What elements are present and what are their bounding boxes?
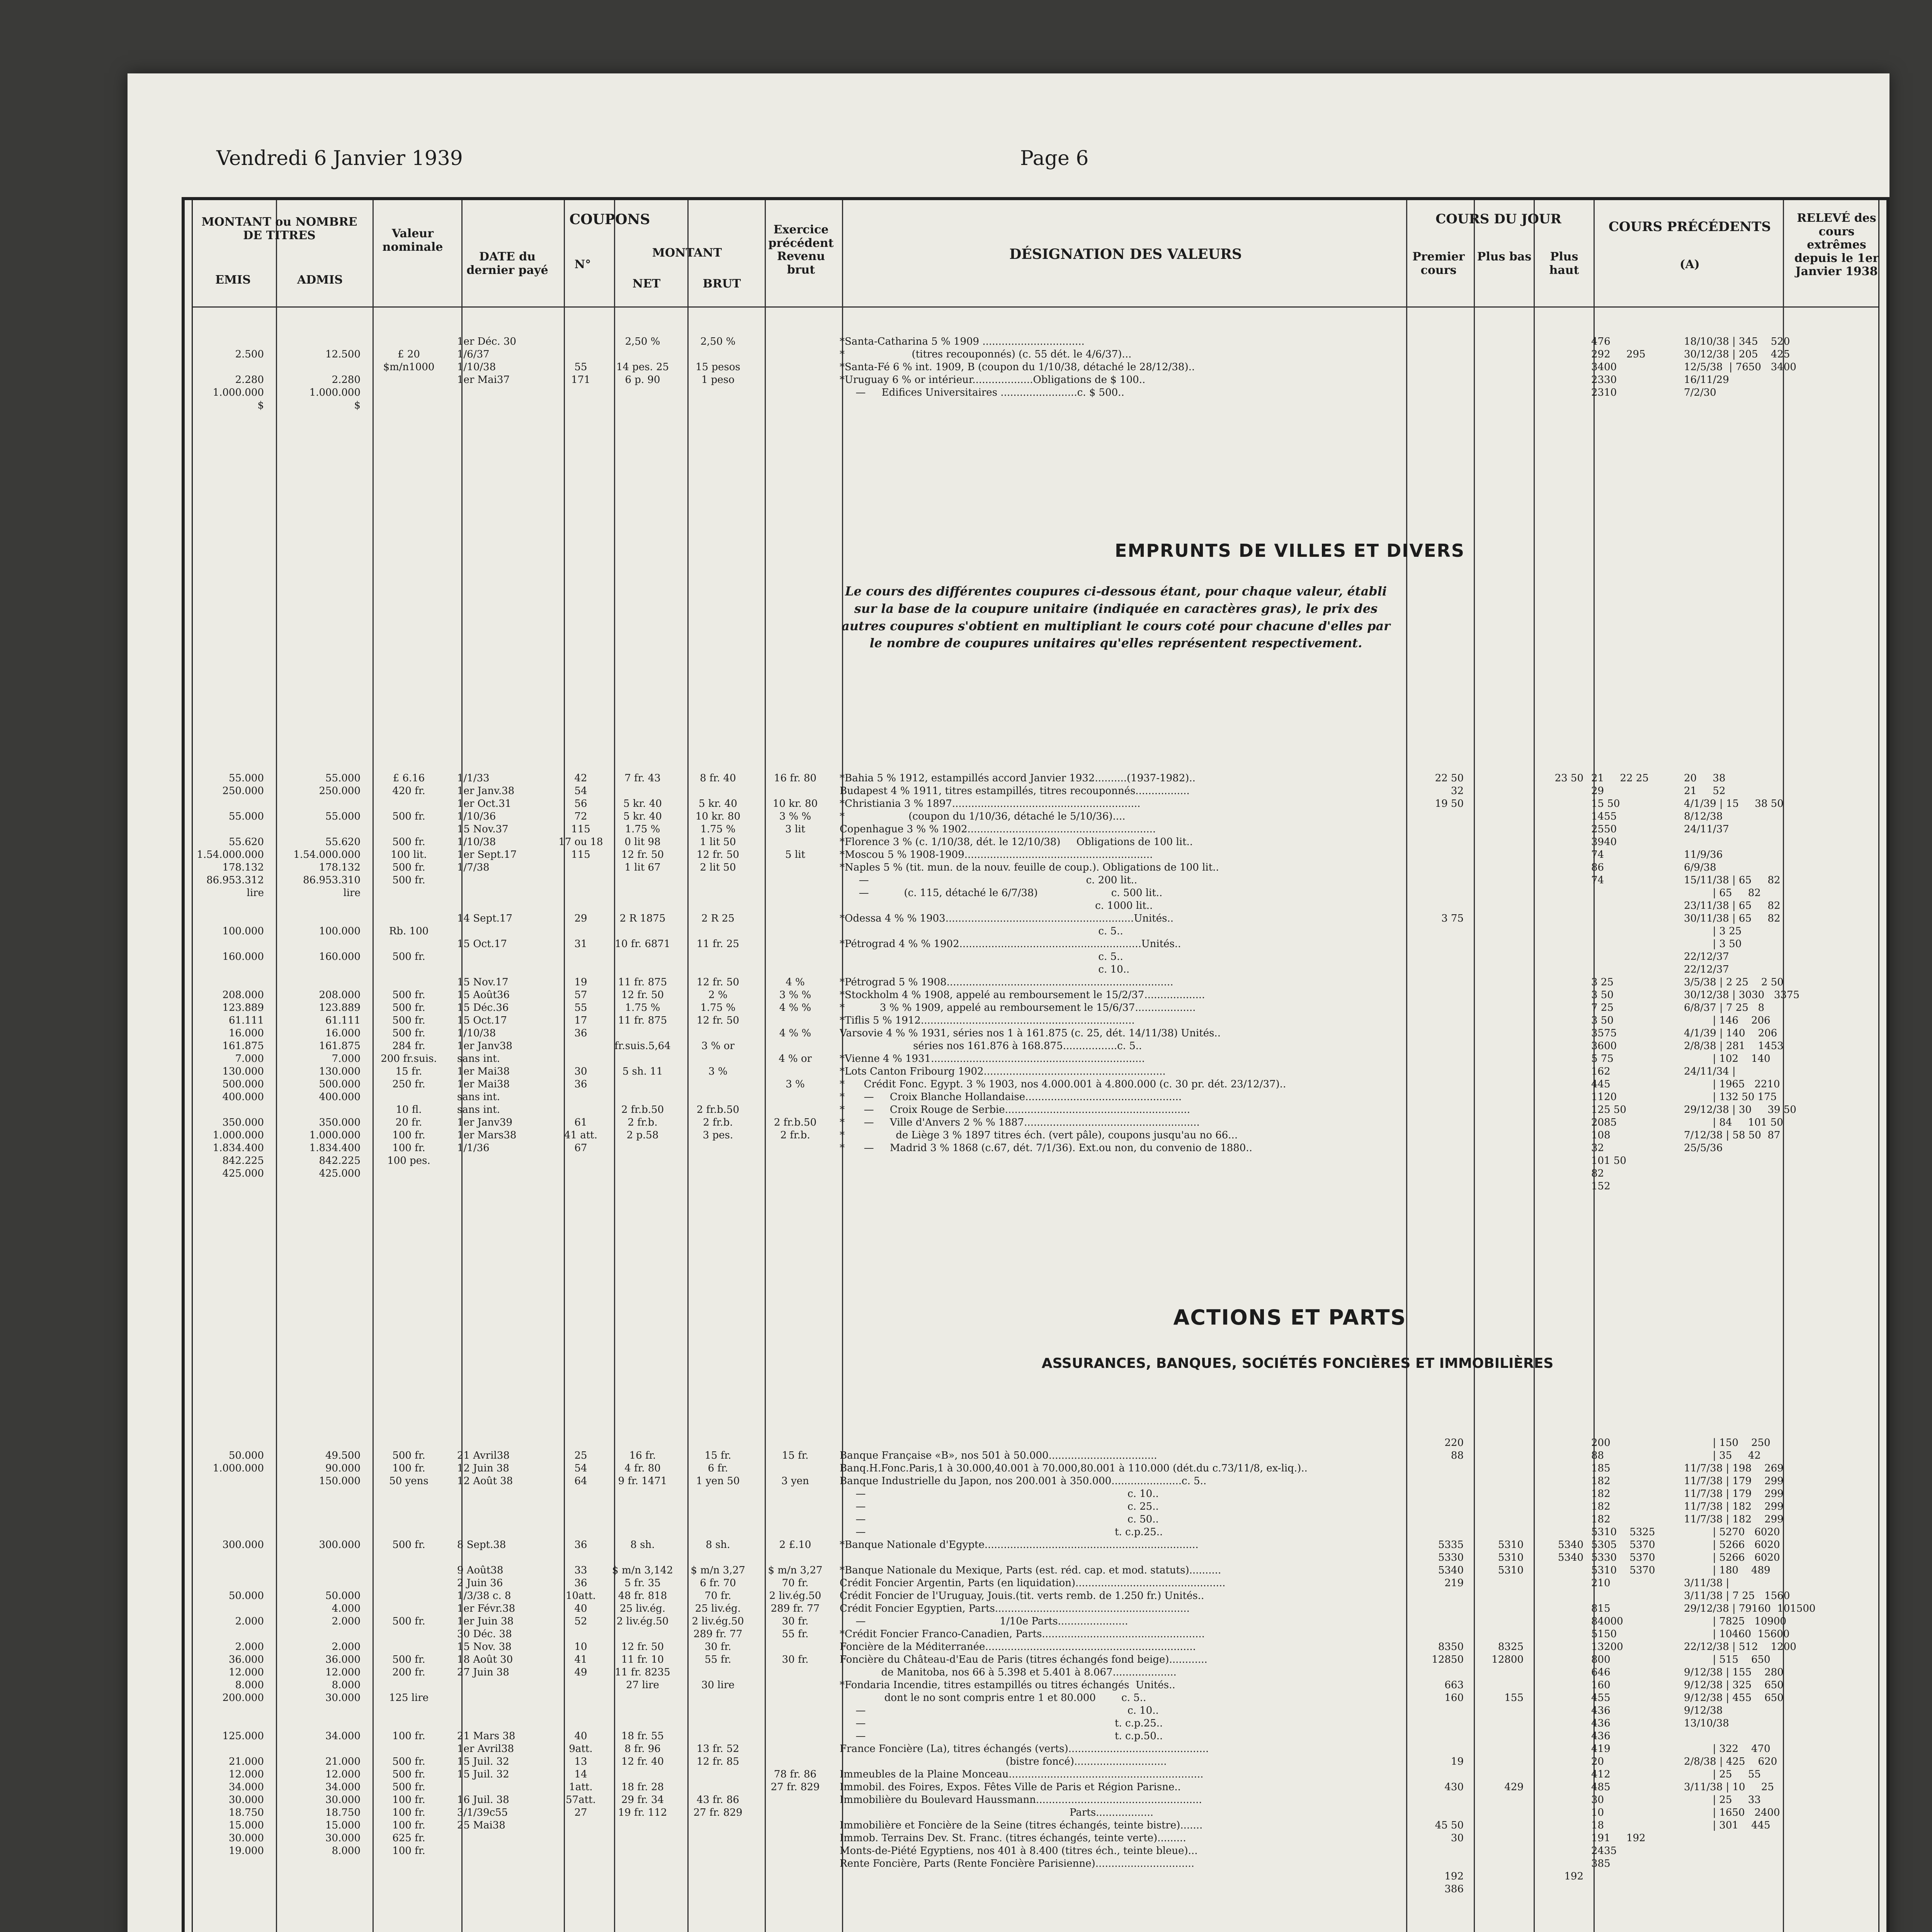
col-header-montant-coupon: MONTANT <box>652 246 722 260</box>
b3-valeur: 500 fr. 100 fr. 50 yens 500 fr. 500 fr. 500 fr. 200 fr. 125 lire 100 fr. 500 fr. 500 fr. 500 fr. 100 fr. 100 fr. 100 fr. 625 fr. 100 fr. <box>389 1450 429 1857</box>
b2-no: 42 54 56 72 115 17 ou 18 115 29 31 19 57 55 17 36 30 36 61 41 att. 67 <box>558 772 603 1154</box>
b3-designation: Banque Française «B», nos 501 à 50.000.................................. Banq.H.Fonc.Paris,1 à 30.000,40.001 à 70.000,80.001 à 110.000 (dét.du c.73/11/8, ex-liq.).. Banque Industrielle du Japon, nos 200.001 à 350.000......................c. 5.. — c. 10.. — c. 25.. — c. 50.. — t. c.p.25.. *Banque Nationale d'Egypte................................................................... *Banque Nationale du Mexique, Parts (est. réd. cap. et mod. statuts).......... Crédit Foncier Argentin, Parts (en liquidation)............................................... Crédit Foncier de l'Uruguay, Jouis.(tit. verts remb. de 1.250 fr.) Unités.. Crédit Foncier Egyptien, Parts............................................................. — 1/10e Parts...................... *Crédit Foncier Franco-Canadien, Parts................................................... Foncière de la Méditerranée.................................................................. Foncière du Château-d'Eau de Paris (titres échangés fond beige)............ de Manitoba, nos 66 à 5.398 et 5.401 à 8.067.................... *Fondaria Incendie, titres estampillés ou titres échangés Unités.. dont le no sont compris entre 1 et 80.000 c. 5.. — c. 10.. — t. c.p.25.. — t. c.p.50.. France Foncière (La), titres échangés (verts)............................................ (bistre foncé)............................. Immeubles de la Plaine Monceau............................................................. Immobil. des Foires, Expos. Fêtes Ville de Paris et Région Parisne.. Immobilière du Boulevard Haussmann.................................................... Parts.................. Immobilière et Foncière de la Seine (titres échangés, teinte bistre)....... Immob. Terrains Dev. St. Franc. (titres échangés, teinte verte)......... Monts-de-Piété Egyptiens, nos 401 à 8.400 (titres éch., teinte bleue)... Rente Foncière, Parts (Rente Foncière Parisienne)............................... <box>840 1450 1308 1869</box>
section-assurances: ASSURANCES, BANQUES, SOCIÉTÉS FONCIÈRES ET IMMOBILIÈRES <box>1041 1355 1554 1371</box>
header-page-number: Page 6 <box>1020 147 1089 170</box>
col-header-net: NET <box>632 277 661 291</box>
col-header-emis: EMIS <box>215 273 251 287</box>
b1-valeur: £ 20 $m/n1000 <box>383 349 435 373</box>
col-header-date: DATE du dernier payé <box>466 250 548 277</box>
col-header-plus-bas: Plus bas <box>1477 250 1532 264</box>
b3-exercice: 15 fr. 3 yen 2 £.10 $ m/n 3,27 70 fr. 2 liv.ég.50 289 fr. 77 30 fr. 55 fr. 30 fr. 78 fr. 86 27 fr. 829 <box>768 1450 823 1793</box>
col-header-precedents-a: (A) <box>1680 258 1700 271</box>
b2-net: 7 fr. 43 5 kr. 40 5 kr. 40 1.75 % 0 lit 98 12 fr. 50 1 lit 67 2 R 1875 10 fr. 6871 11 fr. 875 12 fr. 50 1.75 % 11 fr. 875 fr.suis.5,64 5 sh. 11 2 fr.b.50 2 fr.b. 2 p.58 <box>614 772 671 1141</box>
col-header-plus-haut: Plus haut <box>1549 250 1579 277</box>
header-date: Vendredi 6 Janvier 1939 <box>216 147 463 170</box>
b2-plus-haut: 23 50 <box>1554 772 1583 784</box>
b3-plus-haut: 5340 5340 192 <box>1558 1539 1583 1882</box>
section-emprunts: EMPRUNTS DE VILLES ET DIVERS <box>1115 540 1465 561</box>
b1-admis: 12.500 2.280 1.000.000 $ <box>309 349 361 411</box>
b3-plus-bas: 5310 5310 5310 8325 12800 155 429 <box>1492 1539 1524 1793</box>
b3-brut: 15 fr. 6 fr. 1 yen 50 8 sh. $ m/n 3,27 6 fr. 70 70 fr. 25 liv.ég. 2 liv.ég.50 289 fr. 77 30 fr. 55 fr. 30 lire 13 fr. 52 12 fr. 85 43 fr. 86 27 fr. 829 <box>690 1450 745 1818</box>
b1-emis: 2.500 2.280 1.000.000 $ <box>213 349 264 411</box>
b1-brut: 2,50 % 15 pesos 1 peso <box>696 336 740 386</box>
b3-net: 16 fr. 4 fr. 80 9 fr. 1471 8 sh. $ m/n 3,142 5 fr. 35 48 fr. 818 25 liv.ég. 2 liv.ég.50 12 fr. 50 11 fr. 10 11 fr. 8235 27 lire 18 fr. 55 8 fr. 96 12 fr. 40 18 fr. 28 29 fr. 34 19 fr. 112 <box>612 1450 673 1818</box>
header-bottom-rule <box>193 306 1878 308</box>
b3-premier: 220 88 5335 5330 5340 219 8350 12850 663 160 19 430 45 50 30 192 386 <box>1432 1437 1464 1895</box>
b1-designation: *Santa-Catharina 5 % 1909 ................................ * (titres recouponnés) (c. 55 dét. le 4/6/37)... *Santa-Fé 6 % int. 1909, B (coupon du 1/10/38, détaché le 28/12/38).. *Uruguay 6 % or intérieur...................Obligations de $ 100.. — Edifices Universitaires ........................c. $ 500.. <box>840 336 1195 398</box>
b1-net: 2,50 % 14 pes. 25 6 p. 90 <box>616 336 669 386</box>
b3-releve: | 150 250 | 35 42 11/7/38 | 198 269 11/7/38 | 179 299 11/7/38 | 179 299 11/7/38 | 182 299 11/7/38 | 182 299 | 5270 6020 | 5266 6020 | 5266 6020 | 180 489 3/11/38 | 3/11/38 | 7 25 1560 29/12/38 | 79160 101500 | 7825 10900 | 10460 15600 22/12/38 | 512 1200 | 515 650 9/12/38 | 155 280 9/12/38 | 325 650 9/12/38 | 455 650 9/12/38 13/10/38 | 322 470 2/8/38 | 425 620 | 25 55 3/11/38 | 10 25 | 25 33 | 1650 2400 | 301 445 <box>1684 1437 1816 1831</box>
section-actions: ACTIONS ET PARTS <box>1173 1305 1406 1330</box>
b2-releve: 20 38 21 52 4/1/39 | 15 38 50 8/12/38 24/11/37 11/9/36 6/9/38 15/11/38 | 65 82 | 65 82 23/11/38 | 65 82 30/11/38 | 65 82 | 3 25 | 3 50 22/12/37 22/12/37 3/5/38 | 2 25 2 50 30/12/38 | 3030 3375 6/8/37 | 7 25 8 | 146 206 4/1/39 | 140 206 2/8/38 | 281 1453 | 102 140 24/11/34 | | 1965 2210 | 132 50 175 29/12/38 | 30 39 50 | 84 101 50 7/12/38 | 58 50 87 25/5/36 <box>1684 772 1800 1154</box>
b2-exercice: 16 fr. 80 10 kr. 80 3 % % 3 lit 5 lit 4 % 3 % % 4 % % 4 % % 4 % or 3 % 2 fr.b.50 2 fr.b. <box>772 772 818 1141</box>
b2-brut: 8 fr. 40 5 kr. 40 10 kr. 80 1.75 % 1 lit 50 12 fr. 50 2 lit 50 2 R 25 11 fr. 25 12 fr. 50 2 % 1.75 % 12 fr. 50 3 % or 3 % 2 fr.b.50 2 fr.b. 3 pes. <box>695 772 741 1141</box>
col-header-exercice: Exercice précédent Revenu brut <box>768 223 834 277</box>
section-emprunts-note: Le cours des différentes coupures ci-dessous étant, pour chaque valeur, établi sur la base de la coupure unitaire (indiquée en caractères gras), le prix des autres coupures s'obtient en multipliant le cours coté pour chacune d'elles par le nombre de coupures unitaires qu'elles représentent respectivement. <box>841 584 1391 651</box>
b2-emis: 55.000 250.000 55.000 55.620 1.54.000.000 178.132 86.953.312 lire 100.000 160.000 208.000 123.889 61.111 16.000 161.875 7.000 130.000 500.000 400.000 350.000 1.000.000 1.834.400 842.225 425.000 <box>197 772 264 1179</box>
col-header-cours-du-jour: COURS DU JOUR <box>1435 211 1561 227</box>
b1-precedents: 476 292 295 3400 2330 2310 <box>1591 336 1646 398</box>
col-header-coupons: COUPONS <box>569 211 650 228</box>
b1-date: 1er Déc. 30 1/6/37 1/10/38 1er Mai37 <box>457 336 517 386</box>
b3-date: 21 Avril38 12 Juin 38 12 Août 38 8 Sept.38 9 Août38 2 Juin 36 1/3/38 c. 8 1er Févr.38 1er Juin 38 30 Déc. 38 15 Nov. 38 18 Août 30 27 Juin 38 21 Mars 38 1er Avril38 15 Juil. 32 15 Juil. 32 16 Juil. 38 3/1/39c55 25 Mai38 <box>457 1450 515 1831</box>
col-header-precedents: COURS PRÉCÉDENTS <box>1608 219 1771 235</box>
b2-premier: 22 50 32 19 50 3 75 <box>1435 772 1464 924</box>
b3-no: 25 54 64 36 33 36 10att. 40 52 10 41 49 40 9att. 13 14 1att. 57att. 27 <box>566 1450 596 1818</box>
b2-admis: 55.000 250.000 55.000 55.620 1.54.000.000 178.132 86.953.310 lire 100.000 160.000 208.000 123.889 61.111 16.000 161.875 7.000 130.000 500.000 400.000 350.000 1.000.000 1.834.400 842.225 425.000 <box>293 772 361 1179</box>
b2-valeur: £ 6.16 420 fr. 500 fr. 500 fr. 100 lit. 500 fr. 500 fr. Rb. 100 500 fr. 500 fr. 500 fr. 500 fr. 500 fr. 284 fr. 200 fr.suis. 15 fr. 250 fr. 10 fl. 20 fr. 100 fr. 100 fr. 100 pes. <box>381 772 437 1167</box>
col-header-brut: BRUT <box>702 277 741 291</box>
b1-no: 55 171 <box>571 361 590 386</box>
b2-date: 1/1/33 1er Janv.38 1er Oct.31 1/10/36 15 Nov.37 1/10/38 1er Sept.17 1/7/38 14 Sept.17 15 Oct.17 15 Nov.17 15 Août36 15 Déc.36 15 Oct.17 1/10/38 1er Janv38 sans int. 1er Mai38 1er Mai38 sans int. sans int. 1er Janv39 1er Mars38 1/1/36 <box>457 772 517 1154</box>
col-header-valeur: Valeur nominale <box>382 227 443 254</box>
col-header-no: N° <box>574 258 591 271</box>
b1-releve: 18/10/38 | 345 520 30/12/38 | 205 425 12/5/38 | 7650 3400 16/11/29 7/2/30 <box>1684 336 1796 398</box>
b3-admis: 49.500 90.000 150.000 300.000 50.000 4.000 2.000 2.000 36.000 12.000 8.000 30.000 34.000 21.000 12.000 34.000 30.000 18.750 15.000 30.000 8.000 <box>319 1450 361 1857</box>
col-header-montant: MONTANT ou NOMBRE DE TITRES <box>201 215 357 242</box>
col-header-admis: ADMIS <box>297 273 343 287</box>
b2-designation: *Bahia 5 % 1912, estampillés accord Janvier 1932..........(1937-1982).. Budapest 4 % 1911, titres estampillés, titres recouponnés................. *Christiania 3 % 1897........................................................... * (coupon du 1/10/36, détaché le 5/10/36).... Copenhague 3 % % 1902........................................................... *Florence 3 % (c. 1/10/38, dét. le 12/10/38) Obligations de 100 lit.. *Moscou 5 % 1908-1909........................................................... *Naples 5 % (tit. mun. de la nouv. feuille de coup.). Obligations de 100 lit.. — c. 200 lit.. — (c. 115, détaché le 6/7/38) c. 500 lit.. c. 1000 lit.. *Odessa 4 % % 1903...........................................................Unités.. c. 5.. *Pétrograd 4 % % 1902.........................................................Unités.. c. 5.. c. 10.. *Pétrograd 5 % 1908....................................................................... *Stockholm 4 % 1908, appelé au remboursement le 15/2/37................... * 3 % % 1909, appelé au remboursement le 15/6/37................... *Tiflis 5 % 1912................................................................... Varsovie 4 % % 1931, séries nos 1 à 161.875 (c. 25, dét. 14/11/38) Unités.. séries nos 161.876 à 168.875.................c. 5.. *Vienne 4 % 1931................................................................... *Lots Canton Fribourg 1902......................................................... * Crédit Fonc. Egypt. 3 % 1903, nos 4.000.001 à 4.800.000 (c. 30 pr. dét. 23/12/37).. * — Croix Blanche Hollandaise................................................. * — Croix Rouge de Serbie.......................................................... * — Ville d'Anvers 2 % % 1887....................................................... * de Liège 3 % 1897 titres éch. (vert pâle), coupons jusqu'au no 66... * — Madrid 3 % 1868 (c.67, dét. 7/1/36). Ext.ou non, du convenio de 1880.. <box>840 772 1286 1154</box>
b2-precedents: 21 22 25 29 15 50 1455 2550 3940 74 86 74 3 25 3 50 7 25 3 50 3575 3600 5 75 162 445 1120 125 50 2085 108 32 101 50 82 152 <box>1591 772 1649 1192</box>
col-header-releve: RELEVÉ des cours extrêmes depuis le 1er Janvier 1938 <box>1794 211 1879 278</box>
b3-precedents: 200 88 185 182 182 182 182 5310 5325 5305 5370 5330 5370 5310 5370 210 815 84000 5150 13200 800 646 160 455 436 436 436 419 20 412 485 30 10 18 191 192 2435 385 <box>1591 1437 1655 1869</box>
col-header-premier: Premier cours <box>1412 250 1465 277</box>
b3-emis: 50.000 1.000.000 300.000 50.000 2.000 2.000 36.000 12.000 8.000 200.000 125.000 21.000 12.000 34.000 30.000 18.750 15.000 30.000 19.000 <box>213 1450 264 1857</box>
quotation-table <box>182 197 1889 1932</box>
col-header-designation: DÉSIGNATION DES VALEURS <box>1009 246 1242 262</box>
